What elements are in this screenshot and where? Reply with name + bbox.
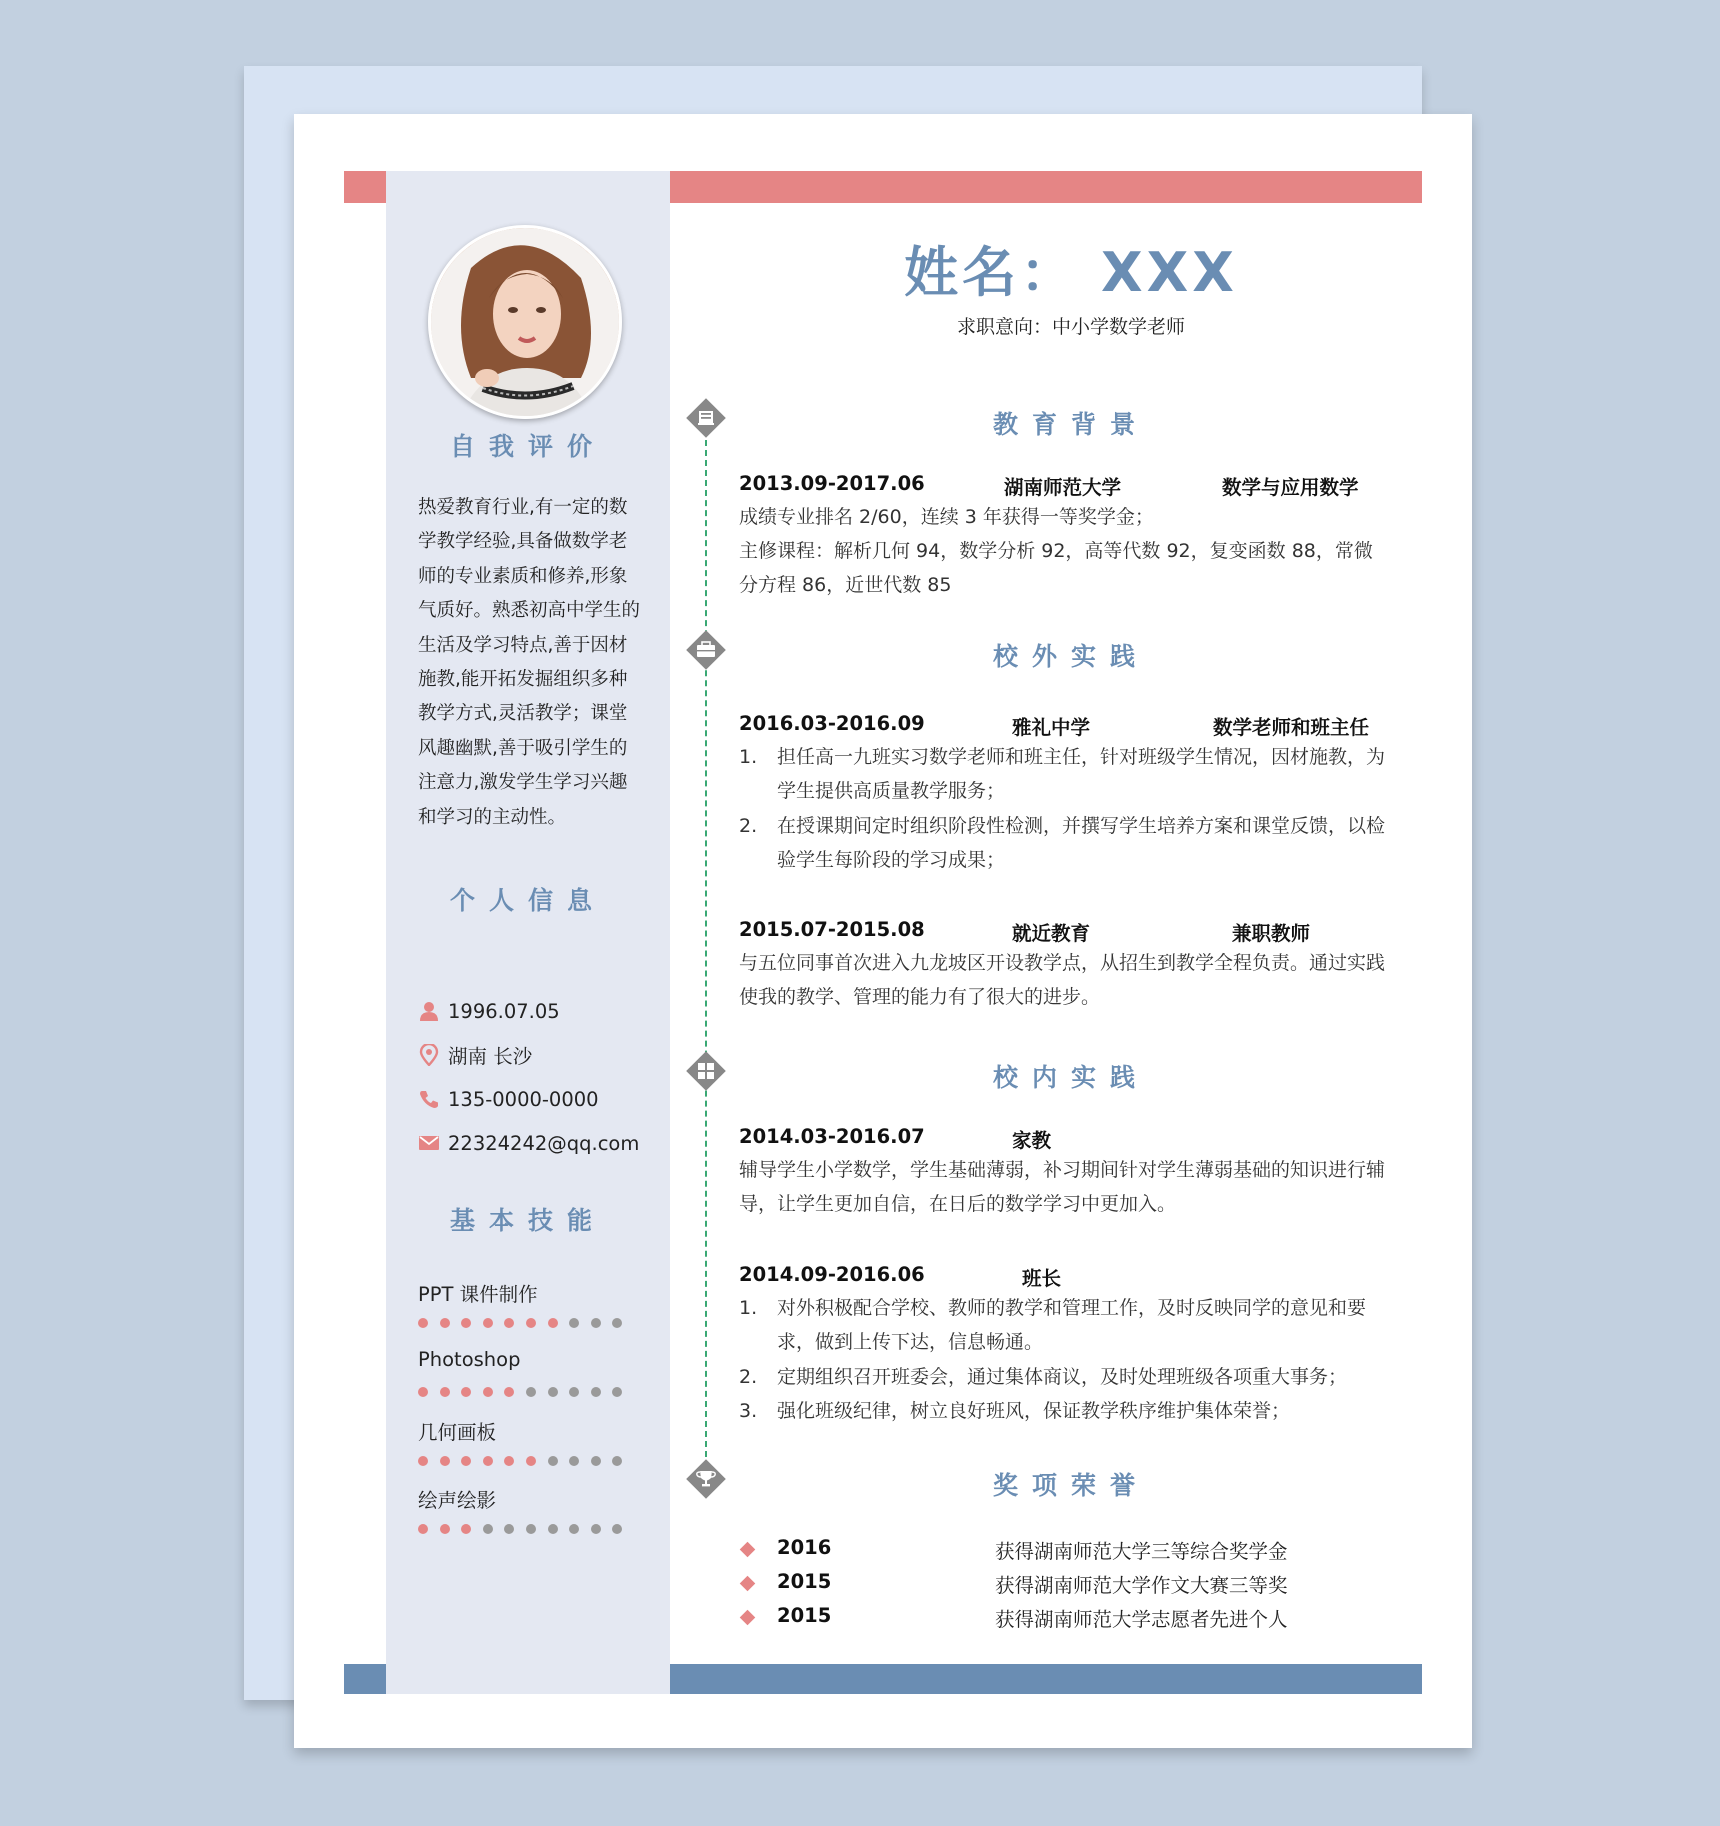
skill-dot-empty — [612, 1387, 622, 1397]
skill-dot-empty — [526, 1524, 536, 1534]
award-text: 获得湖南师范大学作文大赛三等奖 — [995, 1574, 1288, 1597]
skill-dot-empty — [548, 1524, 558, 1534]
mail-icon — [418, 1132, 440, 1154]
skill-dot-filled — [483, 1318, 493, 1328]
award-year: 2016 — [777, 1536, 832, 1559]
external-2-role: 兼职教师 — [1232, 922, 1311, 945]
resume-page — [294, 114, 1472, 1748]
skill-dot-filled — [461, 1387, 471, 1397]
portrait-image — [431, 228, 619, 416]
skill-dots — [418, 1524, 634, 1534]
award-year: 2015 — [777, 1570, 832, 1593]
info-phone — [418, 1085, 599, 1113]
skill-dot-filled — [548, 1318, 558, 1328]
self-eval-title: 自我评价 — [449, 432, 606, 461]
list-item: 1. 担任高一九班实习数学老师和班主任，针对班级学生情况，因材施教，为学生提供高质量教学服务； — [739, 746, 1386, 803]
skill-dot-filled — [440, 1387, 450, 1397]
skill-dot-filled — [461, 1524, 471, 1534]
list-item-text: 强化班级纪律，树立良好班风，保证教学秩序维护集体荣誉； — [777, 1400, 1291, 1423]
page-title: 姓名： XXX — [904, 241, 1238, 304]
skill-dot-empty — [612, 1318, 622, 1328]
skill-dot-filled — [526, 1456, 536, 1466]
skill-dot-empty — [591, 1387, 601, 1397]
education-date: 2013.09-2017.06 — [739, 472, 925, 495]
skill-dot-empty — [591, 1524, 601, 1534]
external-1-org: 雅礼中学 — [1012, 716, 1091, 739]
internal-1-org: 家教 — [1012, 1129, 1052, 1152]
skill-dot-empty — [569, 1318, 579, 1328]
internal-1-text: 辅导学生小学数学，学生基础薄弱，补习期间针对学生薄弱基础的知识进行辅导，让学生更加自信，在日后的数学学习中更加入。 — [739, 1159, 1386, 1216]
skill-dot-empty — [548, 1456, 558, 1466]
internal-1-date: 2014.03-2016.07 — [739, 1125, 925, 1148]
skill-dot-empty — [612, 1456, 622, 1466]
bottom-right-bar — [670, 1664, 1422, 1694]
list-item: 3. 强化班级纪律，树立良好班风，保证教学秩序维护集体荣誉； — [739, 1400, 1291, 1423]
info-birthday — [418, 997, 560, 1025]
list-item-text: 在授课期间定时组织阶段性检测，并撰写学生培养方案和课堂反馈，以检验学生每阶段的学习成果； — [777, 814, 1386, 872]
skill-dot-filled — [461, 1318, 471, 1328]
list-item: 2. 定期组织召开班委会，通过集体商议，及时处理班级各项重大事务； — [739, 1365, 1348, 1388]
timeline-line — [705, 430, 707, 1467]
skill-dot-filled — [440, 1456, 450, 1466]
skill-dot-filled — [440, 1524, 450, 1534]
awards-title: 奖项荣誉 — [992, 1471, 1149, 1500]
award-text: 获得湖南师范大学三等综合奖学金 — [995, 1540, 1288, 1563]
skill-dot-filled — [504, 1387, 514, 1397]
list-item-text: 担任高一九班实习数学老师和班主任，针对班级学生情况，因材施教，为学生提供高质量教学服务； — [777, 746, 1386, 803]
skill-dot-filled — [526, 1318, 536, 1328]
education-detail-1: 成绩专业排名 2/60，连续 3 年获得一等奖学金； — [739, 506, 1154, 528]
diamond-bullet-icon — [740, 1610, 756, 1626]
skill-dot-empty — [504, 1524, 514, 1534]
list-item: 2. 在授课期间定时组织阶段性检测，并撰写学生培养方案和课堂反馈，以检验学生每阶段的学习成果； — [739, 814, 1386, 872]
avatar — [428, 225, 622, 419]
education-school: 湖南师范大学 — [1004, 476, 1122, 499]
skill-dot-filled — [418, 1387, 428, 1397]
skill-dot-filled — [461, 1456, 471, 1466]
skill-dot-filled — [418, 1456, 428, 1466]
skill-dot-empty — [591, 1456, 601, 1466]
list-item-text: 对外积极配合学校、教师的教学和管理工作，及时反映同学的意见和要求，做到上传下达，信息畅通。 — [777, 1297, 1367, 1354]
skill-dot-filled — [418, 1318, 428, 1328]
personal-info-title: 个人信息 — [449, 886, 606, 915]
skill-dot-filled — [504, 1456, 514, 1466]
skill-dot-empty — [569, 1387, 579, 1397]
skill-dots — [418, 1318, 634, 1328]
top-right-bar — [670, 171, 1422, 203]
job-intent: 求职意向：中小学数学老师 — [956, 316, 1185, 338]
phone-icon — [418, 1088, 440, 1110]
internal-2-list — [739, 1291, 1389, 1429]
skill-dot-filled — [418, 1524, 428, 1534]
skill-dot-empty — [569, 1524, 579, 1534]
info-location-value: 湖南 长沙 — [448, 1045, 533, 1068]
skill-dot-empty — [569, 1456, 579, 1466]
external-2-org: 就近教育 — [1012, 922, 1091, 945]
skill-name: PPT 课件制作 — [418, 1283, 538, 1306]
skill-name: 几何画板 — [418, 1421, 497, 1444]
external-2-text: 与五位同事首次进入九龙坡区开设教学点，从招生到教学全程负责。通过实践使我的教学、管理的能力有了很大的进步。 — [739, 952, 1386, 1009]
internal-practice-title: 校内实践 — [992, 1063, 1149, 1092]
info-email — [418, 1129, 639, 1157]
skill-dot-empty — [483, 1524, 493, 1534]
external-practice-title: 校外实践 — [992, 642, 1149, 671]
info-birthday-value: 1996.07.05 — [448, 999, 560, 1023]
external-1-date: 2016.03-2016.09 — [739, 712, 925, 735]
skill-name: Photoshop — [418, 1348, 521, 1371]
skill-dots — [418, 1387, 634, 1397]
location-icon — [418, 1044, 440, 1066]
skills-title: 基本技能 — [449, 1206, 606, 1235]
skill-dot-empty — [591, 1318, 601, 1328]
skill-dot-filled — [483, 1387, 493, 1397]
skill-dot-filled — [440, 1318, 450, 1328]
diamond-bullet-icon — [740, 1542, 756, 1558]
info-location — [418, 1041, 532, 1069]
skill-name: 绘声绘影 — [418, 1489, 497, 1512]
list-item-text: 定期组织召开班委会，通过集体商议，及时处理班级各项重大事务； — [777, 1365, 1348, 1388]
self-eval-text: 热爱教育行业,有一定的数学教学经验,具备做数学老师的专业素质和修养,形象气质好。熟悉初高中学生的生活及学习特点,善于因材施教,能开拓发掘组织多种教学方式,灵活教学；课堂风趣幽默,善于吸引学生的注意力,激发学生学习兴趣和学习的主动性。 — [418, 497, 641, 828]
diamond-bullet-icon — [740, 1576, 756, 1592]
external-2-date: 2015.07-2015.08 — [739, 918, 925, 941]
skill-dots — [418, 1456, 634, 1466]
sidebar — [386, 171, 670, 1694]
skill-dot-empty — [526, 1387, 536, 1397]
external-1-list — [739, 740, 1389, 878]
info-phone-value: 135-0000-0000 — [448, 1087, 599, 1111]
internal-2-date: 2014.09-2016.06 — [739, 1263, 925, 1286]
top-left-bar — [344, 171, 386, 203]
external-1-role: 数学老师和班主任 — [1213, 716, 1370, 739]
skill-dot-empty — [612, 1524, 622, 1534]
skill-dot-filled — [483, 1456, 493, 1466]
person-icon — [418, 1000, 440, 1022]
skill-dot-empty — [548, 1387, 558, 1397]
award-year: 2015 — [777, 1604, 832, 1627]
bottom-left-bar — [344, 1664, 386, 1694]
skill-dot-filled — [504, 1318, 514, 1328]
info-email-value: 22324242@qq.com — [448, 1131, 640, 1155]
education-title: 教育背景 — [992, 410, 1149, 439]
education-detail-2: 主修课程：解析几何 94，数学分析 92，高等代数 92，复变函数 88，常微分方程 86，近世代数 85 — [739, 540, 1373, 597]
list-item: 1. 对外积极配合学校、教师的教学和管理工作，及时反映同学的意见和要求，做到上传下达，信息畅通。 — [739, 1297, 1367, 1354]
education-major: 数学与应用数学 — [1222, 476, 1359, 499]
award-text: 获得湖南师范大学志愿者先进个人 — [995, 1608, 1288, 1631]
internal-2-org: 班长 — [1022, 1267, 1062, 1290]
